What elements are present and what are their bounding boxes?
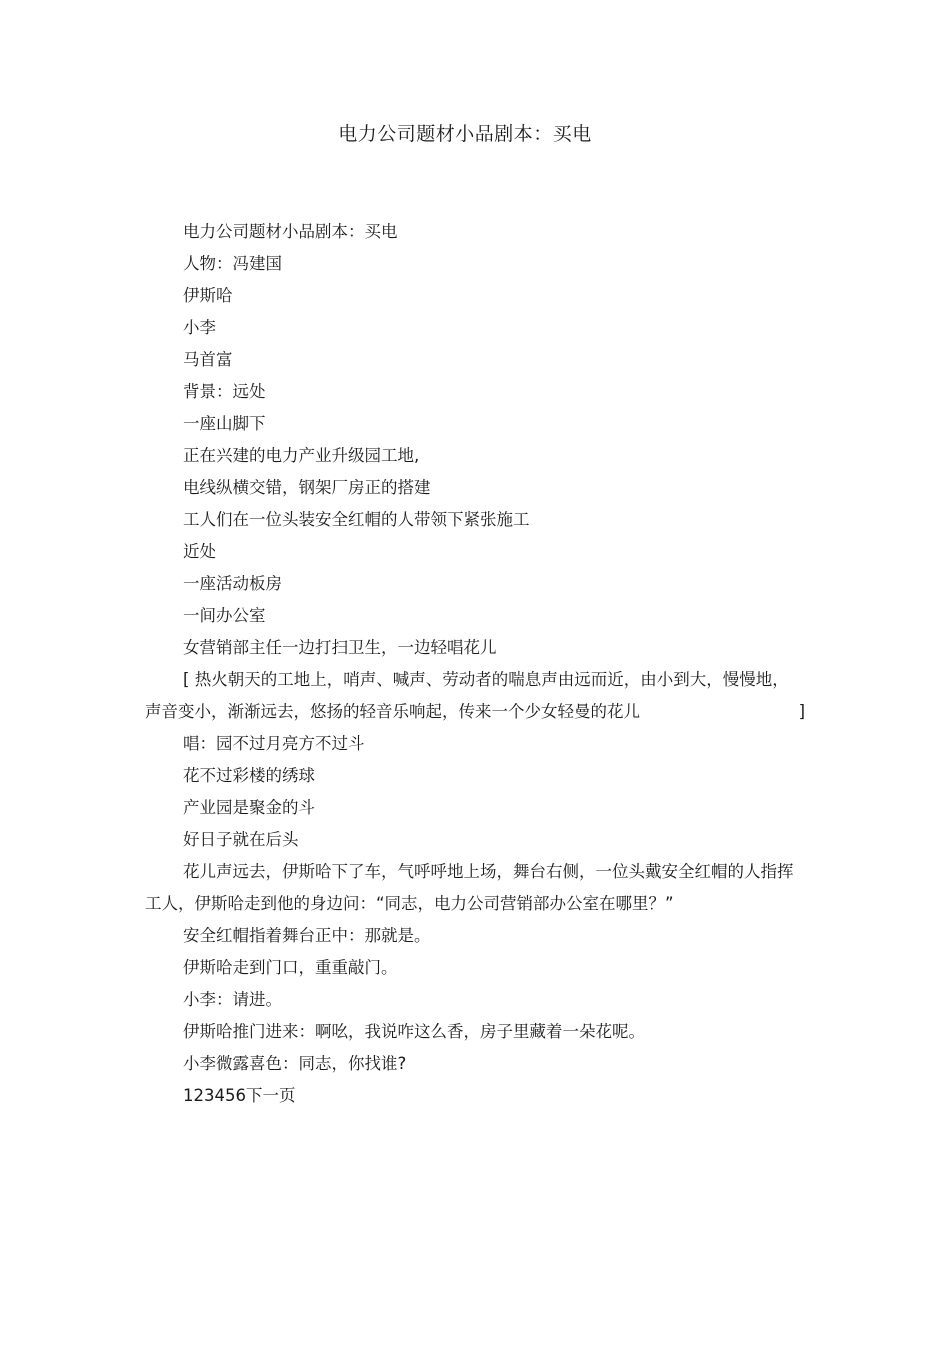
stage-direction-text: 热火朝天的工地上，哨声、喊声、劳动者的喘息声由远而近，由小到大，慢慢地，声音变小，渐渐远去，悠扬的轻音乐响起，传来一个少女轻曼的花儿: [145, 670, 789, 721]
text-line: 近处: [183, 542, 216, 561]
song-line: 好日子就在后头: [183, 830, 299, 849]
text-line: 一间办公室: [183, 606, 266, 625]
document-body: [145, 216, 805, 1112]
song-line: 产业园是聚金的斗: [183, 798, 315, 817]
text-line: 马首富: [183, 350, 233, 369]
text-line: 电线纵横交错，钢架厂房正的搭建: [183, 478, 431, 497]
text-line: 人物：冯建国: [183, 254, 282, 273]
text-line: 电力公司题材小品剧本：买电: [183, 222, 398, 241]
text-line: 一座活动板房: [183, 574, 282, 593]
song-line: 花不过彩楼的绣球: [183, 766, 315, 785]
document-title: 电力公司题材小品剧本：买电: [338, 123, 592, 145]
narration-paragraph: 花儿声远去，伊斯哈下了车，气呼呼地上场，舞台右侧，一位头戴安全红帽的人指挥工人，伊斯哈走到他的身边问：“同志，电力公司营销部办公室在哪里？”: [145, 862, 794, 913]
text-line: 背景：远处: [183, 382, 266, 401]
stage-direction: [145, 664, 805, 728]
text-line: 正在兴建的电力产业升级园工地,: [183, 446, 420, 465]
stage-bracket-close: ]: [798, 702, 805, 721]
dialogue-line: 安全红帽指着舞台正中：那就是。: [183, 926, 431, 945]
text-line: 伊斯哈: [183, 286, 233, 305]
dialogue-line: 小李微露喜色：同志，你找谁?: [183, 1054, 407, 1073]
text-line: 工人们在一位头装安全红帽的人带领下紧张施工: [183, 510, 530, 529]
dialogue-line: 小李：请进。: [183, 990, 282, 1009]
text-line: 小李: [183, 318, 216, 337]
text-line: 一座山脚下: [183, 414, 266, 433]
song-line: 唱：园不过月亮方不过斗: [183, 734, 365, 753]
page-numbers[interactable]: 123456: [183, 1086, 246, 1105]
next-page-link[interactable]: 下一页: [246, 1086, 296, 1105]
stage-bracket-open: [: [183, 670, 190, 689]
text-line: 女营销部主任一边打扫卫生，一边轻唱花儿: [183, 638, 497, 657]
dialogue-line: 伊斯哈走到门口，重重敲门。: [183, 958, 398, 977]
pagination: [145, 1080, 805, 1112]
dialogue-line: 伊斯哈推门进来：啊吆，我说咋这么香，房子里藏着一朵花呢。: [183, 1022, 645, 1041]
